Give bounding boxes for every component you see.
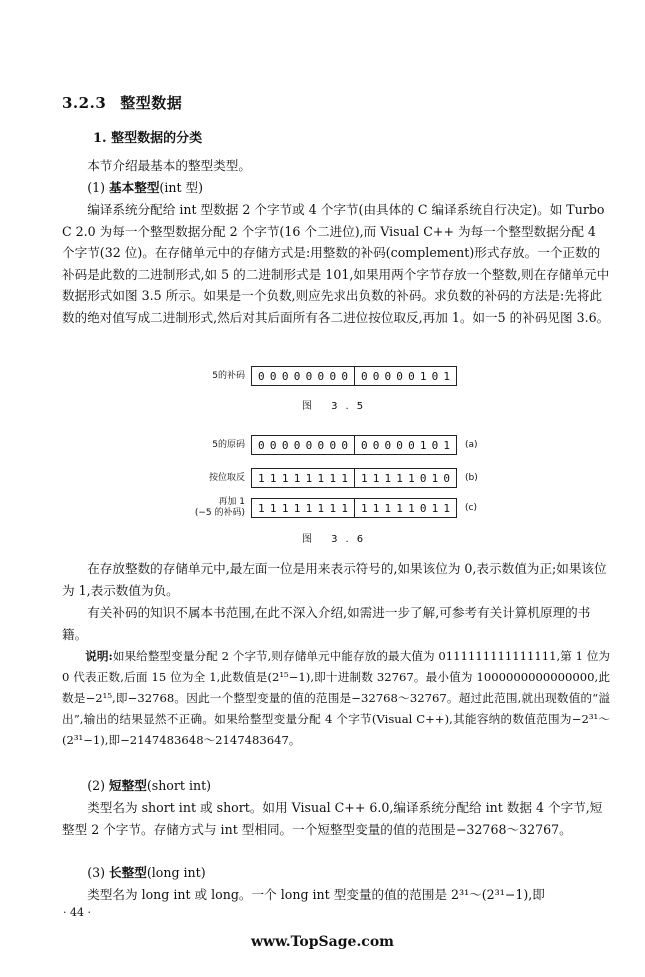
- item-short-name: 短整型: [109, 778, 147, 793]
- sign-paragraph: 在存放整数的存储单元中,最左面一位是用来表示符号的,如果该位为 0,表示数值为正;如果该位为 1,表示数值为负。: [62, 561, 607, 598]
- fig35-caption: 图 3.5: [302, 401, 372, 412]
- fig35-byte1: 0 0 0 0 0 0 0 0: [258, 369, 348, 383]
- footer-url: www.TopSage.com: [251, 934, 394, 950]
- note-text: 如果给整型变量分配 2 个字节,则存储单元中能存放的最大值为 0111111111111111,第 1 位为 0 代表正数,后面 15 位为全 1,此数值是(2¹⁵−1),即十进制数 32767。最小值为 1000000000000000,此数是−2¹⁵,即−32768。因此一个整型变量的值的范围是−32768～32767。超过此范围,就出现数值的“溢出”,输出的结果显然不正确。如果给整型变量分配 4 个字节(Visual C++),其能容纳的数值范围为−2³¹～(2³¹−1),即−2147483648～2147483647。: [62, 649, 611, 747]
- fig35-byte2: 0 0 0 0 0 1 0 1: [354, 367, 456, 385]
- note-label: 说明:: [85, 649, 113, 663]
- section-heading: [62, 92, 182, 113]
- reference-paragraph: 有关补码的知识不属本书范围,在此不深入介绍,如需进一步了解,可参考有关计算机原理的书籍。: [62, 605, 591, 642]
- fig35-label: 5的补码: [212, 370, 245, 381]
- fig35-row: [185, 366, 457, 386]
- item-int-name: 基本整型: [109, 180, 160, 195]
- fig36-row-a: 5的原码 0 0 0 0 0 0 0 0 0 0 0 0 0 1 0 1 (a): [185, 435, 478, 455]
- long-paragraph: 类型名为 long int 或 long。一个 long int 型变量的值的范围是 2³¹～(2³¹−1),即: [87, 887, 545, 902]
- item-int-heading: (1) 基本整型(int 型): [87, 180, 204, 195]
- fig36-caption: 图 3.6: [302, 534, 372, 545]
- figure-3-6: [0, 435, 645, 545]
- page-number: · 44 ·: [63, 906, 91, 919]
- item-short-heading: (2) 短整型(short int): [87, 778, 212, 793]
- fig36-row-c: 再加 1 (−5 的补码) 1 1 1 1 1 1 1 1 1 1 1 1 1 0 1 1 (c): [194, 497, 477, 518]
- figure-3-5: [0, 366, 645, 416]
- fig36-tag-a: (a): [465, 440, 478, 450]
- fig35-bits: [251, 366, 457, 386]
- fig36-tag-c: (c): [465, 503, 477, 513]
- section-title: 整型数据: [120, 94, 183, 112]
- int-paragraph: 编译系统分配给 int 型数据 2 个字节或 4 个字节(由具体的 C 编译系统自行决定)。如 Turbo C 2.0 为每一个整型数据分配 2 个字节(16 个二进位),而 Visual C++ 为每一个整型数据分配 4 个字节(32 位)。在存储单元中的存储方式是:用整数的补码(complement)形式存放。一个正数的补码是此数的二进制形式,如 5 的二进制形式是 101,如果用两个字节存放一个整数,则在存储单元中数据形式如图 3.5 所示。如果是一个负数,则应先求出负数的补码。求负数的补码的方法是:先将此数的绝对值写成二进制形式,然后对其后面所有各二进位按位取反,再加 1。如一5 的补码见图 3.6。: [62, 202, 610, 325]
- item-long-heading: (3) 长整型(long int): [87, 865, 206, 880]
- item-long-name: 长整型: [109, 865, 147, 880]
- subsection-heading: 1. 整型数据的分类: [93, 131, 203, 146]
- fig36-row-b: 按位取反 1 1 1 1 1 1 1 1 1 1 1 1 1 0 1 0 (b): [185, 468, 478, 488]
- short-paragraph: 类型名为 short int 或 short。如用 Visual C++ 6.0,编译系统分配给 int 数据 4 个字节,短整型 2 个字节。存储方式与 int 型相同。一个短整型变量的值的范围是−32768～32767。: [62, 800, 603, 837]
- intro-paragraph: 本节介绍最基本的整型类型。: [87, 158, 251, 173]
- section-number: 3.2.3: [62, 94, 107, 112]
- fig36-tag-b: (b): [465, 473, 478, 483]
- note-paragraph: [62, 646, 610, 751]
